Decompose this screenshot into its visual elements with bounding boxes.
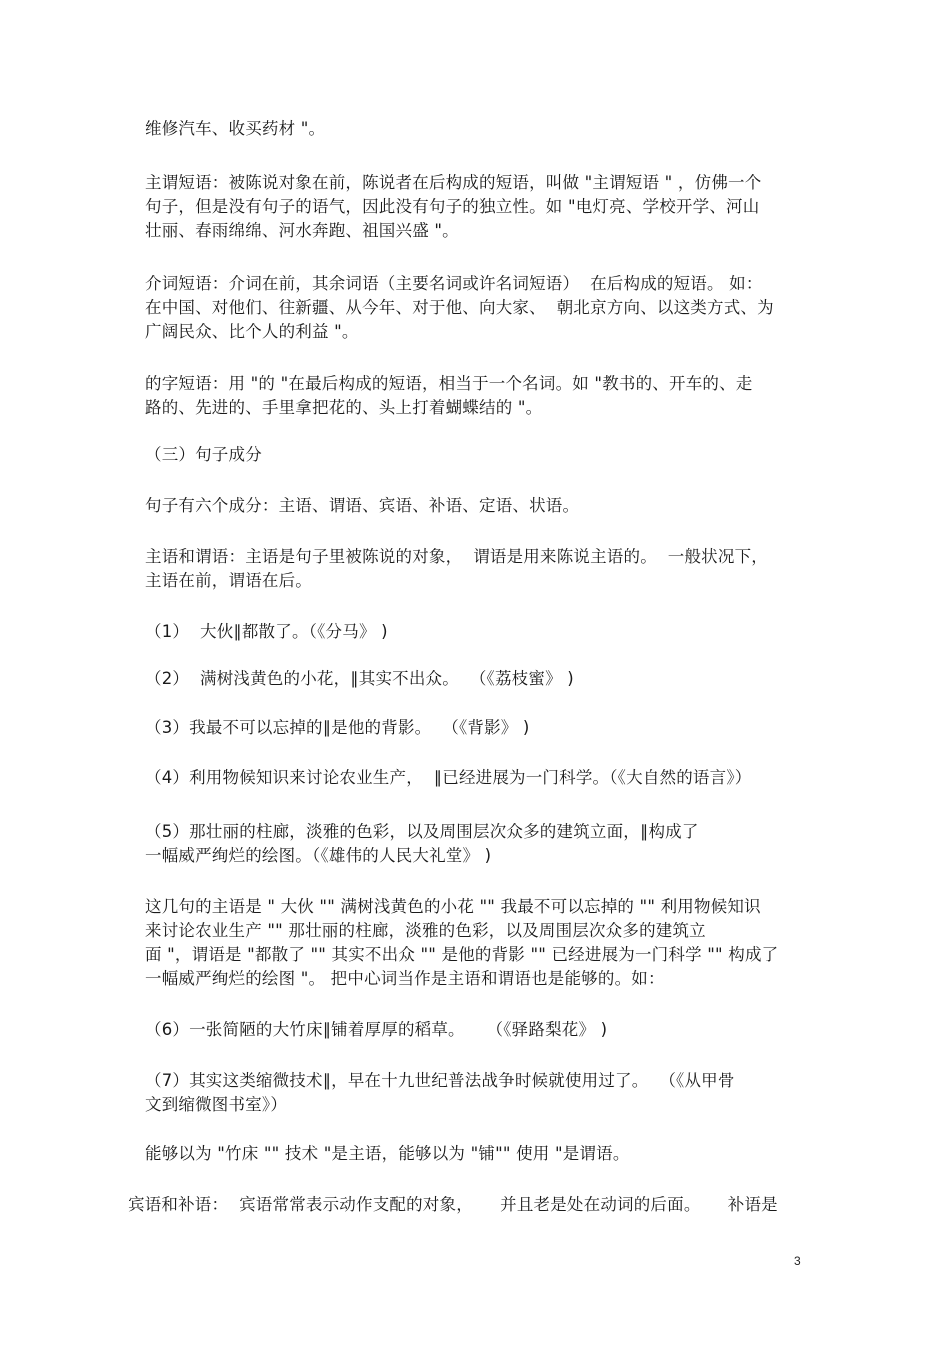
text-line: 来讨论农业生产 "" 那壮丽的柱廊，淡雅的色彩，以及周围层次众多的建筑立	[145, 921, 706, 940]
text-line: 主语在前，谓语在后。	[145, 571, 312, 590]
text-line: 壮丽、春雨绵绵、河水奔跑、祖国兴盛 "。	[145, 221, 459, 240]
example-line: 一幅威严绚烂的绘图。（《雄伟的人民大礼堂》 )	[145, 846, 492, 865]
example-line: （1） 大伙∥都散了。（《分马》 )	[145, 622, 388, 641]
text-line: 主谓短语：被陈说对象在前，陈说者在后构成的短语，叫做 "主谓短语 " ，仿佛一个	[145, 173, 762, 192]
example-line: （5）那壮丽的柱廊，淡雅的色彩，以及周围层次众多的建筑立面，∥构成了	[145, 822, 699, 841]
section-heading: （三）句子成分	[145, 445, 262, 464]
text-line: 宾语和补语： 宾语常常表示动作支配的对象， 并且老是处在动词的后面。 补语是	[128, 1195, 778, 1214]
text-line: 句子，但是没有句子的语气，因此没有句子的独立性。如 "电灯亮、学校开学、河山	[145, 197, 760, 216]
example-line: （4）利用物候知识来讨论农业生产， ∥已经进展为一门科学。（《大自然的语言》）	[145, 768, 752, 787]
text-line: 面 "，谓语是 "都散了 "" 其实不出众 "" 是他的背影 "" 已经进展为一门科学 "" 构成了	[145, 945, 779, 964]
example-line: （3）我最不可以忘掉的∥是他的背影。 （《背影》 )	[145, 718, 530, 737]
example-line: （7）其实这类缩微技术∥，早在十九世纪普法战争时候就使用过了。 （《从甲骨	[145, 1071, 735, 1090]
text-line: 能够以为 "竹床 "" 技术 "是主语，能够以为 "铺"" 使用 "是谓语。	[145, 1144, 630, 1163]
example-line: 文到缩微图书室》）	[145, 1095, 288, 1114]
text-line: 这几句的主语是 " 大伙 "" 满树浅黄色的小花 "" 我最不可以忘掉的 "" 利用物候知识	[145, 897, 761, 916]
text-line: 维修汽车、收买药材 "。	[145, 119, 326, 138]
text-line: 介词短语：介词在前，其余词语（主要名词或许名词短语） 在后构成的短语。 如：	[145, 274, 763, 293]
text-line: 句子有六个成分：主语、谓语、宾语、补语、定语、状语。	[145, 496, 580, 515]
example-line: （2） 满树浅黄色的小花，∥其实不出众。 （《荔枝蜜》 )	[145, 669, 574, 688]
text-line: 主语和谓语：主语是句子里被陈说的对象， 谓语是用来陈说主语的。 一般状况下，	[145, 547, 768, 566]
text-line: 广阔民众、比个人的利益 "。	[145, 322, 359, 341]
text-line: 路的、先进的、手里拿把花的、头上打着蝴蝶结的 "。	[145, 398, 543, 417]
example-line: （6）一张简陋的大竹床∥铺着厚厚的稻草。 （《驿路梨花》 )	[145, 1020, 608, 1039]
text-line: 的字短语：用 "的 "在最后构成的短语，相当于一个名词。如 "教书的、开车的、走	[145, 374, 753, 393]
text-line: 一幅威严绚烂的绘图 "。 把中心词当作是主语和谓语也是能够的。如：	[145, 969, 665, 988]
text-line: 在中国、对他们、往新疆、从今年、对于他、向大家、 朝北京方向、以这类方式、为	[145, 298, 774, 317]
page-number: 3	[794, 1254, 801, 1268]
